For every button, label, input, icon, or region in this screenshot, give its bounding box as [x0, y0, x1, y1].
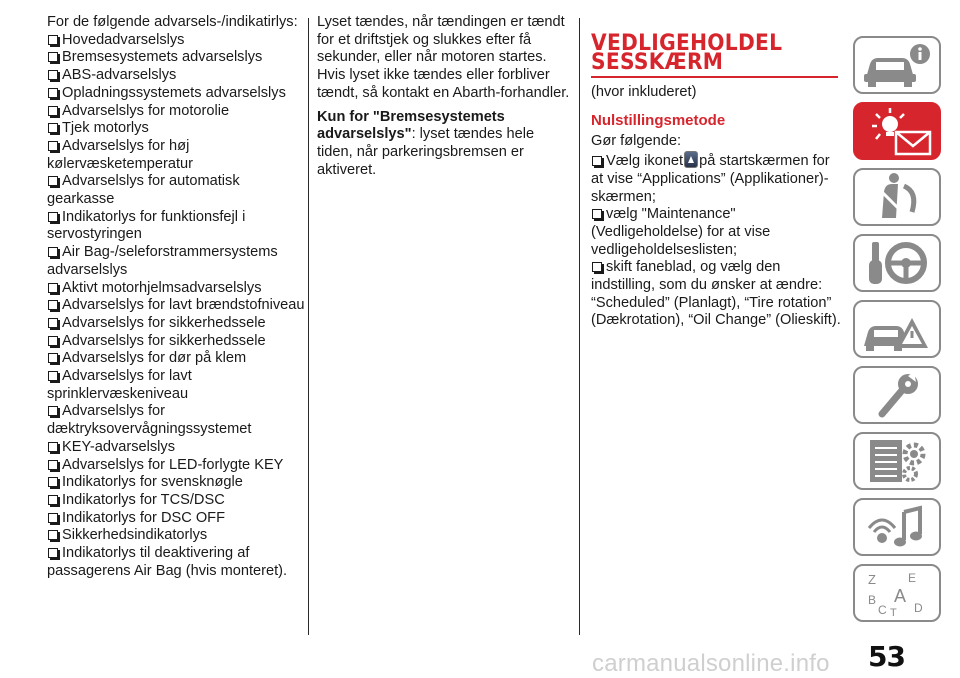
checkbox-bullet-icon: [48, 460, 58, 470]
list-item-text: Advarselslys for sikkerhedssele: [62, 314, 266, 331]
tab-multimedia[interactable]: [853, 498, 941, 556]
checkbox-bullet-icon: [48, 283, 58, 293]
checkbox-bullet-icon: [48, 88, 58, 98]
checkbox-bullet-icon: [48, 336, 58, 346]
list-item: [47, 209, 305, 244]
list-item: [47, 545, 305, 580]
list-item-text: Bremsesystemets advarselslys: [62, 49, 263, 66]
list-item-text: Indikatorlys for TCS/DSC: [62, 491, 225, 508]
section-title: [591, 14, 821, 75]
alphabet-index-icon: [860, 568, 934, 618]
list-item: [47, 527, 305, 545]
tab-warning-lights[interactable]: [853, 102, 941, 160]
list-item-text: Advarselslys for motorolie: [62, 102, 230, 119]
checkbox-bullet-icon: [48, 442, 58, 452]
tab-safety[interactable]: [853, 168, 941, 226]
index-letter: C: [878, 603, 887, 617]
checkbox-bullet-icon: [48, 35, 58, 45]
checkbox-bullet-icon: [48, 106, 58, 116]
tab-starting-driving[interactable]: [853, 234, 941, 292]
list-item: [47, 103, 305, 121]
subheading: Nulstillingsmetode: [591, 111, 726, 129]
list-item: [47, 297, 305, 315]
list-item: [47, 492, 305, 510]
list-item-text: Aktivt motorhjelmsadvarselslys: [62, 279, 262, 296]
checkbox-bullet-icon: [48, 371, 58, 381]
list-item: [47, 474, 305, 492]
tab-car-info[interactable]: [853, 36, 941, 94]
intro-text: For de følgende advarsels-/indikatirlys:: [47, 14, 298, 30]
car-info-icon: [860, 40, 934, 90]
list-item-text: Sikkerhedsindikatorlys: [62, 527, 208, 544]
checkbox-bullet-icon: [592, 209, 602, 219]
step-item: [591, 151, 841, 206]
list-item-text: Advarselslys for LED-forlygte KEY: [62, 456, 284, 473]
index-letter: A: [894, 586, 907, 606]
checkbox-bullet-icon: [48, 513, 58, 523]
watermark: carmanualsonline.info: [592, 650, 830, 677]
list-item-text: Opladningssystemets advarselslys: [62, 84, 286, 101]
list-item-text: Indikatorlys for svensknøgle: [62, 474, 243, 491]
list-item: [47, 510, 305, 528]
checkbox-bullet-icon: [48, 318, 58, 328]
list-item: [47, 67, 305, 85]
checkbox-bullet-icon: [48, 548, 58, 558]
list-item: [47, 244, 305, 279]
column-warning-lights: [47, 14, 305, 581]
wrench-icon: [860, 370, 934, 420]
section-title-line: VEDLIGEHOLDEL: [591, 31, 783, 56]
checkbox-bullet-icon: [48, 353, 58, 363]
checkbox-bullet-icon: [48, 212, 58, 222]
paragraph: Lyset tændes, når tændingen er tændt for et driftstjek og slukkes efter få sekunder, eller når motoren startes. Hvis lyset ikke tændes eller forbliver tændt, så kontakt en Abarth-forhandler.: [317, 14, 570, 101]
list-item-text: Advarselslys for sikkerhedssele: [62, 332, 266, 349]
step-text: Vælg ikonet: [606, 153, 684, 170]
checkbox-bullet-icon: [48, 247, 58, 257]
checkbox-bullet-icon: [48, 477, 58, 487]
applications-icon: [684, 151, 698, 168]
tab-specifications[interactable]: [853, 432, 941, 490]
list-item: [47, 32, 305, 50]
title-rule: [591, 76, 838, 78]
list-item-text: Hovedadvarselslys: [62, 31, 185, 48]
tab-maintenance[interactable]: [853, 366, 941, 424]
seatbelt-airbag-icon: [860, 172, 934, 222]
warning-light-message-icon: [860, 106, 934, 156]
checkbox-bullet-icon: [48, 52, 58, 62]
key-steering-wheel-icon: [860, 238, 934, 288]
step-item: [591, 259, 841, 330]
list-item-text: ABS-advarselslys: [62, 67, 177, 84]
intro-text: Gør følgende:: [591, 133, 682, 150]
list-item: [47, 333, 305, 351]
list-item-text: Advarselslys for dæktryksovervågningssystemet: [47, 403, 252, 438]
step-text: vælg "Maintenance" (Vedligeholdelse) for at vise vedligeholdelseslisten;: [591, 206, 771, 258]
list-item: [47, 49, 305, 67]
checkbox-bullet-icon: [48, 300, 58, 310]
list-item-text: Tjek motorlys: [62, 120, 149, 137]
checkbox-bullet-icon: [48, 176, 58, 186]
list-item-text: Advarselslys for høj kølervæsketemperatur: [47, 137, 193, 172]
paragraph-rest: : lyset tændes hele tiden, når parkeringsbremsen er aktiveret.: [317, 126, 535, 178]
specs-gear-icon: [860, 436, 934, 486]
column-divider: [579, 18, 580, 635]
checkbox-bullet-icon: [592, 262, 602, 272]
subtitle: (hvor inkluderet): [591, 84, 697, 100]
index-letter: B: [868, 593, 877, 607]
list-item: [47, 403, 305, 438]
tab-index[interactable]: [853, 564, 941, 622]
list-item-text: Advarselslys for lavt brændstofniveau: [62, 297, 305, 314]
column-divider: [308, 18, 309, 635]
checkbox-bullet-icon: [48, 530, 58, 540]
step-item: [591, 206, 841, 259]
column-explanation: [317, 14, 573, 185]
page-number: 53: [868, 640, 905, 673]
list-item: [47, 173, 305, 208]
warning-light-list: [47, 32, 305, 581]
list-item: [47, 350, 305, 368]
index-letter: E: [908, 571, 917, 585]
checkbox-bullet-icon: [592, 156, 602, 166]
index-letter: D: [914, 601, 923, 615]
list-item-text: Indikatorlys for DSC OFF: [62, 509, 225, 526]
multimedia-icon: [860, 502, 934, 552]
tab-emergency[interactable]: [853, 300, 941, 358]
step-text: skift faneblad, og vælg den indstilling, som du ønsker at ændre: “Scheduled” (Planlagt), “Tire rotation” (Dækrotation), “Oil Change” (Olieskift).: [591, 259, 841, 329]
list-item: [47, 439, 305, 457]
list-item: [47, 280, 305, 298]
list-item: [47, 368, 305, 403]
checkbox-bullet-icon: [48, 406, 58, 416]
index-letter: Z: [868, 572, 876, 587]
list-item: [47, 315, 305, 333]
list-item-text: Indikatorlys for funktionsfejl i servostyringen: [47, 208, 246, 243]
list-item: [47, 85, 305, 103]
list-item-text: KEY-advarselslys: [62, 438, 176, 455]
checkbox-bullet-icon: [48, 123, 58, 133]
index-letter: T: [890, 607, 897, 618]
car-breakdown-warning-icon: [860, 304, 934, 354]
paragraph: [317, 109, 573, 180]
step-text: på startskærmen for at vise “Applications” (Applikationer)-skærmen;: [591, 153, 830, 205]
list-item: [47, 457, 305, 475]
list-item-text: Advarselslys for automatisk gearkasse: [47, 173, 240, 208]
list-item: [47, 138, 305, 173]
bold-label: Kun for "Bremsesystemets advarselslys": [317, 108, 505, 143]
list-item-text: Advarselslys for lavt sprinklervæskeniveau: [47, 368, 192, 402]
list-item-text: Advarselslys for dør på klem: [62, 350, 247, 367]
checkbox-bullet-icon: [48, 141, 58, 151]
section-title-line: SESSKÆRM: [591, 50, 724, 75]
list-item: [47, 120, 305, 138]
list-item-text: Indikatorlys til deaktivering af passagerens Air Bag (hvis monteret).: [47, 545, 288, 579]
list-item-text: Air Bag-/seleforstrammersystems advarselslys: [47, 244, 278, 278]
checkbox-bullet-icon: [48, 70, 58, 80]
column-maintenance: [591, 14, 841, 330]
checkbox-bullet-icon: [48, 495, 58, 505]
